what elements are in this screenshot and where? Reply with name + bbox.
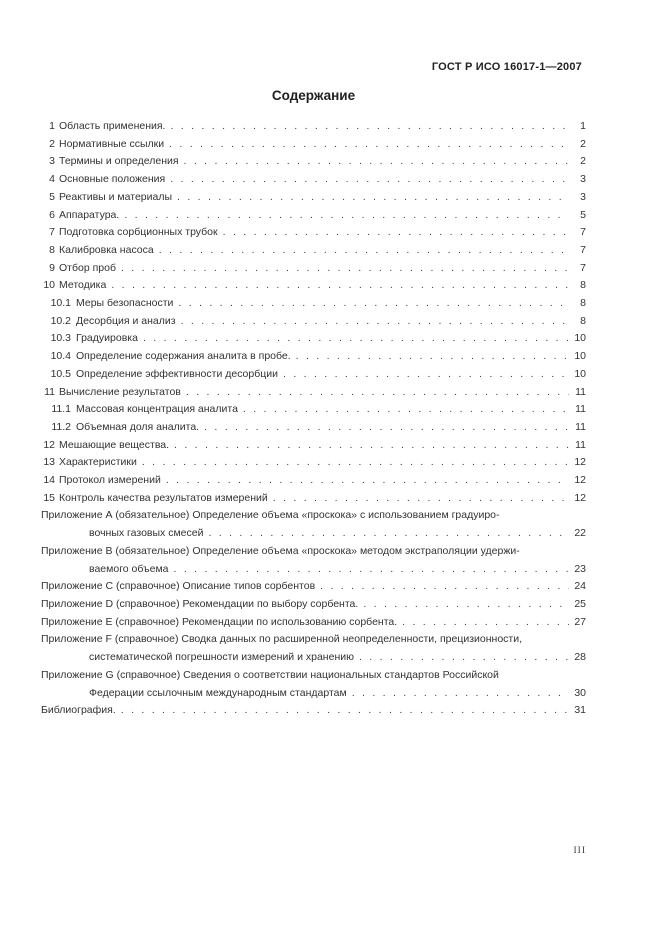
toc-entry-page: 25: [574, 597, 586, 610]
toc-entry-label: Приложение Е (справочное) Рекомендации по использованию сорбента.: [41, 615, 398, 628]
toc-entry-label: Калибровка насоса: [59, 243, 154, 256]
toc-entry-line: [41, 631, 586, 649]
toc-entry-label: Массовая концентрация аналита: [76, 403, 238, 416]
toc-entry-line: [41, 277, 586, 295]
toc-entry-page: 10: [574, 350, 586, 363]
dot-leader: [186, 384, 569, 402]
toc-entry-line: [41, 207, 586, 225]
dot-leader: [121, 702, 569, 720]
toc-entry-line: [41, 667, 586, 685]
dot-leader: [178, 295, 569, 313]
dot-leader: [359, 649, 569, 667]
toc-entry-line: [41, 153, 586, 171]
toc-entry-label-continuation: вочных газовых смесей: [89, 527, 204, 540]
toc-entry: [41, 472, 586, 490]
toc-entry-label: Приложение F (справочное) Сводка данных по расширенной неопределенности, прецизионности,: [41, 633, 523, 646]
toc-entry: [41, 543, 586, 578]
toc-entry-page: 5: [580, 208, 586, 221]
dot-leader: [169, 136, 569, 154]
dot-leader: [121, 260, 569, 278]
toc-entry: [41, 171, 586, 189]
toc-entry: [41, 295, 586, 313]
toc-entry-number: 15: [43, 491, 55, 504]
toc-entry-line: [41, 419, 586, 437]
dot-leader: [352, 685, 569, 703]
toc-entry-page: 11: [575, 420, 586, 433]
toc-entry-page: 2: [580, 137, 586, 150]
toc-entry-label: Термины и определения: [59, 155, 179, 168]
toc-entry-line: [41, 437, 586, 455]
toc-entry: [41, 348, 586, 366]
toc-entry-page: 11: [575, 403, 586, 416]
toc-entry: [41, 667, 586, 702]
toc-entry-label: Приложение А (обязательное) Определение объема «проскока» с использованием градуиро-: [41, 509, 500, 522]
toc-entry: [41, 313, 586, 331]
toc-entry-number: 12: [43, 438, 55, 451]
dot-leader: [204, 419, 569, 437]
toc-entry-label: Определение содержания аналита в пробе.: [76, 350, 291, 363]
dot-leader: [296, 348, 569, 366]
dot-leader: [174, 561, 569, 579]
toc-entry-number: 6: [49, 208, 55, 221]
toc-entry-label: Мешающие вещества.: [59, 438, 170, 451]
toc-entry-page: 11: [575, 385, 586, 398]
toc-entry-label: Вычисление результатов: [59, 385, 181, 398]
toc-entry-page: 11: [575, 438, 586, 451]
toc-entry-number: 13: [43, 456, 55, 469]
toc-entry-line: [41, 543, 586, 561]
toc-entry-line: [41, 578, 586, 596]
toc-entry: [41, 702, 586, 720]
toc-entry: [41, 419, 586, 437]
toc-entry-line-continuation: [41, 525, 586, 543]
toc-entry: [41, 454, 586, 472]
toc-entry-label: Библиография.: [41, 704, 116, 717]
page-number-roman: III: [573, 846, 586, 856]
dot-leader: [124, 207, 569, 225]
toc-entry-page: 24: [574, 580, 586, 593]
toc-entry-number: 11.1: [51, 403, 71, 416]
toc-entry: [41, 401, 586, 419]
toc-entry-page: 2: [580, 155, 586, 168]
toc-entry-label: Меры безопасности: [76, 297, 174, 310]
dot-leader: [402, 614, 569, 632]
toc-entry: [41, 136, 586, 154]
toc-entry-number: 3: [49, 155, 55, 168]
toc-entry-label: Протокол измерений: [59, 474, 161, 487]
toc-entry-page: 3: [580, 173, 586, 186]
toc-entry-label: Приложение В (обязательное) Определение объема «проскока» методом экстраполяции удержи-: [41, 544, 520, 557]
toc-entry-line-continuation: [41, 649, 586, 667]
toc-entry: [41, 366, 586, 384]
toc-entry-label: Основные положения: [59, 173, 166, 186]
toc-entry-number: 10.3: [50, 332, 71, 345]
toc-entry-label: Приложение С (справочное) Описание типов сорбентов: [41, 580, 316, 593]
toc-entry-page: 23: [574, 562, 586, 575]
dot-leader: [166, 472, 569, 490]
toc-entry-page: 8: [580, 297, 586, 310]
toc-entry-line: [41, 242, 586, 260]
dot-leader: [363, 596, 569, 614]
dot-leader: [170, 171, 569, 189]
toc-entry-label-continuation: ваемого объема: [89, 562, 169, 575]
toc-entry-label: Градуировка: [76, 332, 138, 345]
toc-entry-line: [41, 171, 586, 189]
toc-entry-page: 12: [574, 456, 586, 469]
toc-entry-line: [41, 118, 586, 136]
toc-entry-number: 4: [49, 173, 55, 186]
dot-leader: [243, 401, 569, 419]
toc-entry-line: [41, 295, 586, 313]
toc-entry-line: [41, 189, 586, 207]
toc-entry: [41, 277, 586, 295]
toc-entry-page: 28: [574, 651, 586, 664]
dot-leader: [170, 118, 569, 136]
toc-entry: [41, 578, 586, 596]
toc-entry-number: 10.2: [50, 314, 71, 327]
toc-entry-page: 27: [574, 615, 586, 628]
page-title: Содержание: [271, 88, 356, 103]
toc-entry-line: [41, 384, 586, 402]
toc-entry-label: Нормативные ссылки: [59, 137, 165, 150]
toc-entry-page: 8: [580, 279, 586, 292]
toc-entry-page: 12: [574, 474, 586, 487]
toc-entry-label: Аппаратура.: [59, 208, 120, 221]
toc-entry-line: [41, 330, 586, 348]
toc-entry-page: 31: [574, 704, 586, 717]
toc-entry: [41, 507, 586, 542]
table-of-contents: [41, 118, 586, 720]
toc-entry-line-continuation: [41, 561, 586, 579]
toc-entry-page: 30: [574, 686, 586, 699]
toc-entry-line: [41, 136, 586, 154]
toc-entry-label: Объемная доля аналита.: [76, 420, 200, 433]
dot-leader: [142, 454, 569, 472]
dot-leader: [111, 277, 569, 295]
toc-entry-label: Методика: [59, 279, 107, 292]
toc-entry-label: Контроль качества результатов измерений: [59, 491, 268, 504]
toc-entry-line: [41, 614, 586, 632]
dot-leader: [184, 153, 569, 171]
toc-entry-label: Приложение G (справочное) Сведения о соответствии национальных стандартов Российской: [41, 668, 499, 681]
dot-leader: [223, 224, 569, 242]
toc-entry-label: Реактивы и материалы: [59, 190, 173, 203]
toc-entry-line: [41, 702, 586, 720]
toc-entry-number: 14: [43, 474, 55, 487]
toc-entry: [41, 207, 586, 225]
toc-entry-number: 9: [49, 261, 55, 274]
toc-entry-line: [41, 260, 586, 278]
dot-leader: [174, 437, 569, 455]
toc-entry-number: 8: [49, 243, 55, 256]
toc-entry-label: Приложение D (справочное) Рекомендации по выбору сорбента.: [41, 597, 359, 610]
toc-entry-number: 10: [43, 279, 55, 292]
toc-entry-line: [41, 454, 586, 472]
toc-entry-line-continuation: [41, 685, 586, 703]
toc-entry-number: 11.2: [51, 420, 71, 433]
dot-leader: [273, 490, 569, 508]
dot-leader: [181, 313, 569, 331]
toc-entry-number: 11: [44, 385, 55, 398]
toc-entry-number: 10.4: [50, 350, 71, 363]
toc-entry-label: Определение эффективности десорбции: [76, 367, 278, 380]
dot-leader: [143, 330, 569, 348]
toc-entry-page: 1: [580, 120, 586, 132]
toc-entry: [41, 490, 586, 508]
toc-entry-line: [41, 313, 586, 331]
toc-entry-label-continuation: систематической погрешности измерений и хранению: [89, 651, 354, 664]
toc-entry-line: [41, 348, 586, 366]
toc-entry: [41, 437, 586, 455]
toc-entry-number: 7: [49, 226, 55, 239]
toc-entry: [41, 330, 586, 348]
toc-entry: [41, 189, 586, 207]
toc-entry: [41, 224, 586, 242]
toc-entry-page: 12: [574, 491, 586, 504]
toc-entry-number: 10.5: [50, 367, 71, 380]
toc-entry-label: Область применения.: [59, 120, 166, 132]
toc-entry: [41, 384, 586, 402]
toc-entry-page: 3: [580, 190, 586, 203]
toc-entry-page: 7: [580, 243, 586, 256]
toc-entry-line: [41, 596, 586, 614]
toc-entry-label: Характеристики: [59, 456, 137, 469]
toc-entry-line: [41, 224, 586, 242]
dot-leader: [159, 242, 569, 260]
toc-entry: [41, 614, 586, 632]
toc-entry-number: 5: [49, 190, 55, 203]
toc-entry: [41, 596, 586, 614]
dot-leader: [177, 189, 569, 207]
toc-entry-line: [41, 490, 586, 508]
toc-entry-line: [41, 366, 586, 384]
toc-entry-label: Подготовка сорбционных трубок: [59, 226, 218, 239]
toc-entry-line: [41, 507, 586, 525]
document-code: ГОСТ Р ИСО 16017-1—2007: [431, 61, 582, 73]
toc-entry: [41, 118, 586, 136]
toc-entry-label-continuation: Федерации ссылочным международным стандартам: [89, 686, 347, 699]
toc-entry-number: 2: [49, 137, 55, 150]
toc-entry: [41, 631, 586, 666]
toc-entry-page: 10: [574, 332, 586, 345]
dot-leader: [320, 578, 569, 596]
toc-entry-number: 10.1: [50, 297, 71, 310]
dot-leader: [208, 525, 569, 543]
toc-entry-label: Отбор проб: [59, 261, 116, 274]
toc-entry-line: [41, 472, 586, 490]
toc-entry-page: 7: [580, 261, 586, 274]
toc-entry: [41, 242, 586, 260]
dot-leader: [283, 366, 569, 384]
toc-entry-page: 7: [580, 226, 586, 239]
toc-entry-page: 10: [574, 367, 586, 380]
toc-entry-label: Десорбция и анализ: [76, 314, 176, 327]
toc-entry: [41, 153, 586, 171]
toc-entry-number: 1: [49, 120, 55, 132]
toc-entry-line: [41, 401, 586, 419]
toc-entry-page: 22: [574, 527, 586, 540]
toc-entry: [41, 260, 586, 278]
toc-entry-page: 8: [580, 314, 586, 327]
